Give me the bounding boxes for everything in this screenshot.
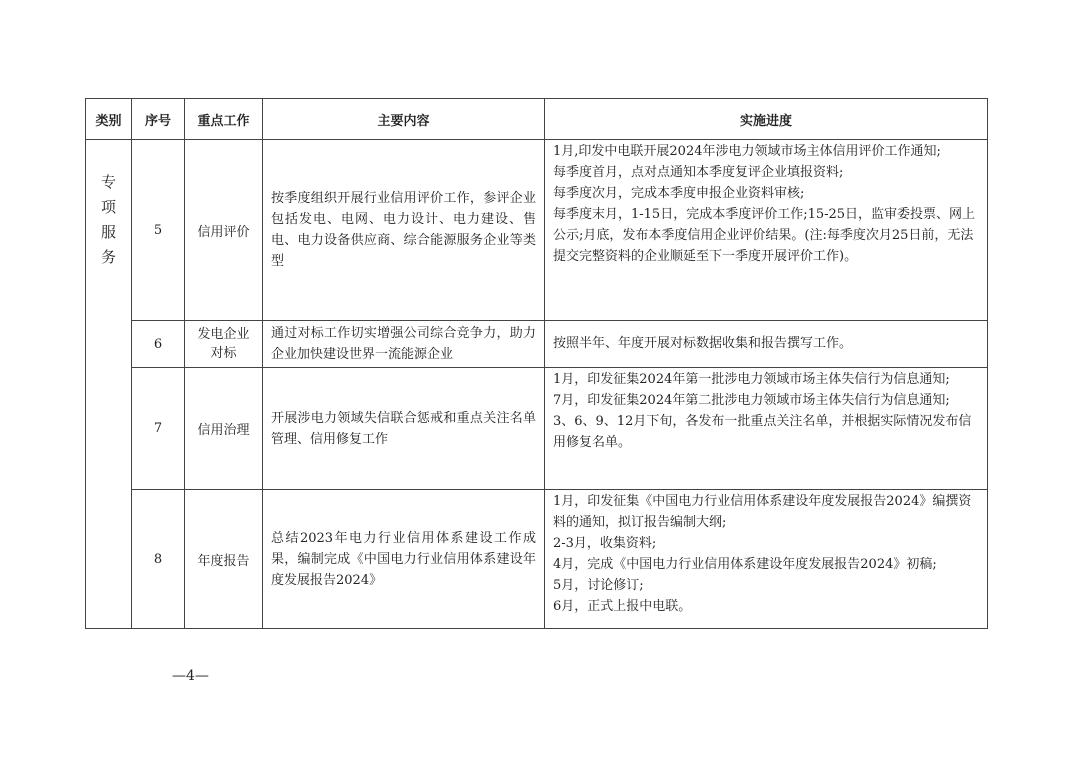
page-number: —4— [172, 668, 209, 684]
key-work-cell: 信用治理 [185, 368, 263, 490]
content-cell: 按季度组织开展行业信用评价工作，参评企业包括发电、电网、电力设计、电力建设、售电、电力设备供应商、综合能源服务企业等类型 [263, 140, 545, 321]
header-key-work: 重点工作 [185, 99, 263, 140]
header-content: 主要内容 [263, 99, 545, 140]
content-cell: 通过对标工作切实增强公司综合竞争力，助力企业加快建设世界一流能源企业 [263, 321, 545, 368]
key-work-cell: 年度报告 [185, 490, 263, 629]
category-char: 服 [100, 223, 116, 241]
seq-cell: 7 [132, 368, 185, 490]
progress-line: 3、6、9、12月下旬，各发布一批重点关注名单，并根据实际情况发布信用修复名单。 [553, 414, 972, 450]
category-cell [86, 140, 132, 629]
progress-line: 1月,印发中电联开展2024年涉电力领域市场主体信用评价工作通知; [553, 144, 941, 159]
progress-cell [545, 140, 988, 321]
header-progress: 实施进度 [545, 99, 988, 140]
header-category: 类别 [86, 99, 132, 140]
progress-line: 2-3月，收集资料; [553, 536, 657, 551]
progress-line: 5月，讨论修订; [553, 578, 644, 593]
key-work-cell: 信用评价 [185, 140, 263, 321]
table-row [86, 368, 988, 490]
table-row [86, 140, 988, 321]
table-row [86, 490, 988, 629]
seq-cell: 5 [132, 140, 185, 321]
progress-line: 每季度次月，完成本季度申报企业资料审核; [553, 186, 805, 201]
content-cell: 开展涉电力领域失信联合惩戒和重点关注名单管理、信用修复工作 [263, 368, 545, 490]
progress-line: 1月，印发征集《中国电力行业信用体系建设年度发展报告2024》编撰资料的通知，拟订报告编制大纲; [553, 494, 972, 530]
category-char: 专 [100, 173, 116, 191]
progress-line: 每季度首月，点对点通知本季度复评企业填报资料; [553, 165, 844, 180]
header-seq: 序号 [132, 99, 185, 140]
progress-line: 1月，印发征集2024年第一批涉电力领域市场主体失信行为信息通知; [553, 372, 950, 387]
work-plan-table [85, 98, 988, 629]
progress-line: 按照半年、年度开展对标数据收集和报告撰写工作。 [553, 336, 853, 351]
table-row [86, 321, 988, 368]
category-char: 务 [100, 248, 116, 266]
progress-cell [545, 490, 988, 629]
key-work-cell: 发电企业对标 [185, 321, 263, 368]
progress-line: 7月，印发征集2024年第二批涉电力领域市场主体失信行为信息通知; [553, 393, 950, 408]
table-header-row [86, 99, 988, 140]
progress-line: 6月，正式上报中电联。 [553, 599, 692, 614]
progress-cell [545, 368, 988, 490]
content-cell: 总结2023年电力行业信用体系建设工作成果，编制完成《中国电力行业信用体系建设年度发展报告2024》 [263, 490, 545, 629]
seq-cell: 8 [132, 490, 185, 629]
progress-cell [545, 321, 988, 368]
progress-line: 每季度末月，1-15日，完成本季度评价工作;15-25日，监审委投票、网上公示;月底，发布本季度信用企业评价结果。(注:每季度次月25日前，无法提交完整资料的企业顺延至下一季度开展评价工作)。 [553, 207, 976, 264]
progress-line: 4月，完成《中国电力行业信用体系建设年度发展报告2024》初稿; [553, 557, 937, 572]
category-char: 项 [100, 198, 116, 216]
seq-cell: 6 [132, 321, 185, 368]
